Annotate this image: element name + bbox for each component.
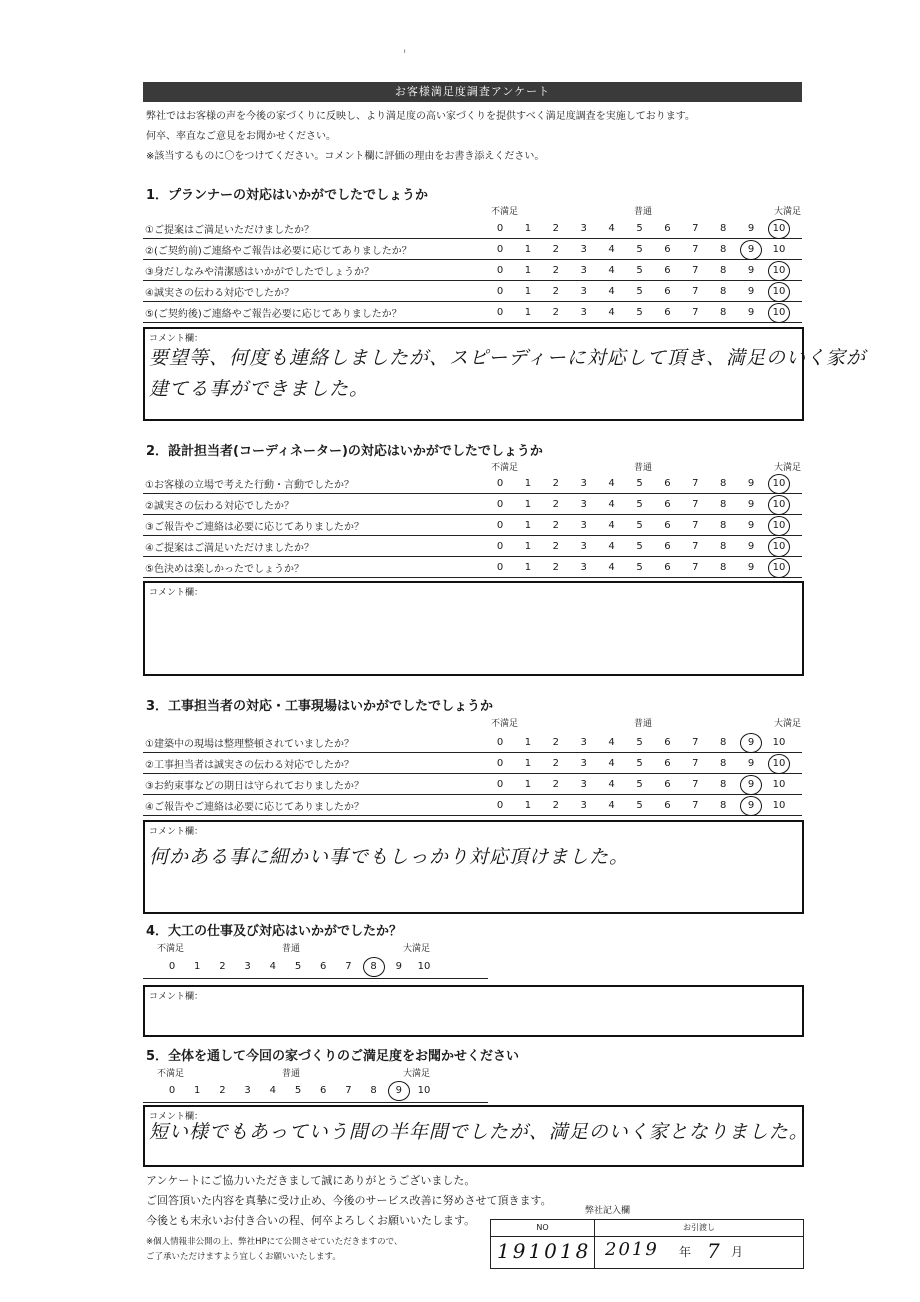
office-use-box xyxy=(490,1219,804,1269)
scale-low-label: 不満足 xyxy=(491,207,519,217)
rating-scale[interactable] xyxy=(143,477,802,491)
rating-option[interactable]: 3 xyxy=(580,478,587,489)
no-label: NO xyxy=(491,1220,595,1236)
privacy-note-2: ご了承いただけますよう宜しくお願いいたします。 xyxy=(146,1252,341,1262)
rating-option[interactable]: 5 xyxy=(636,541,643,552)
handwritten-comment-line: 短い様でもあっていう間の半年間でしたが、満足のいく家となりました。 xyxy=(149,1121,809,1143)
question-text: ①ご提案はご満足いただけましたか？ xyxy=(145,225,314,236)
rating-option[interactable]: 0 xyxy=(496,800,504,811)
rating-option[interactable]: 5 xyxy=(636,499,643,510)
comment-box-4[interactable] xyxy=(143,985,804,1037)
rating-option[interactable]: 10 xyxy=(772,779,786,790)
comment-label: コメント欄： xyxy=(149,827,204,837)
closing-line-2: ご回答頂いた内容を真摯に受け止め、今後のサービス改善に努めさせて頂きます。 xyxy=(146,1194,552,1207)
rating-scale[interactable] xyxy=(143,264,802,278)
rating-option[interactable]: 5 xyxy=(636,478,643,489)
rating-option[interactable]: 7 xyxy=(692,286,699,297)
rating-option[interactable]: 5 xyxy=(636,758,643,769)
rating-option[interactable]: 4 xyxy=(608,478,615,489)
rating-option[interactable]: 10 xyxy=(417,961,431,972)
rating-option[interactable]: 2 xyxy=(219,1085,226,1096)
rating-option[interactable]: 3 xyxy=(580,244,587,255)
rating-option-selected[interactable]: 9 xyxy=(740,796,762,816)
rating-option[interactable]: 0 xyxy=(496,499,504,510)
rating-option-selected[interactable]: 10 xyxy=(768,558,790,578)
scale-mid-label: 普通 xyxy=(634,207,653,217)
rating-option[interactable]: 3 xyxy=(580,286,587,297)
rating-option[interactable]: 6 xyxy=(664,758,671,769)
rating-option[interactable]: 5 xyxy=(636,737,643,748)
rating-scale[interactable] xyxy=(143,243,802,257)
rating-option[interactable]: 1 xyxy=(524,800,532,811)
rating-option[interactable]: 3 xyxy=(580,562,587,573)
question-row xyxy=(143,732,802,753)
rating-option-selected[interactable]: 10 xyxy=(768,303,790,323)
question-text: ⑤(ご契約後)ご連絡やご報告必要に応じてありましたか？ xyxy=(145,309,402,320)
question-text: ①お客様の立場で考えた行動・言動でしたか？ xyxy=(145,480,354,491)
question-row xyxy=(143,515,802,536)
handwritten-comment-line: 建てる事ができました。 xyxy=(149,378,370,400)
year-char: 年 xyxy=(679,1245,692,1259)
rating-option[interactable]: 9 xyxy=(747,758,755,769)
rating-option[interactable]: 6 xyxy=(664,223,671,234)
rating-option[interactable]: 3 xyxy=(580,779,587,790)
rating-option[interactable]: 7 xyxy=(692,265,699,276)
rating-option[interactable]: 3 xyxy=(580,265,587,276)
rating-option[interactable]: 6 xyxy=(664,737,671,748)
question-text: ④ご提案はご満足いただけましたか？ xyxy=(145,543,314,554)
rating-scale[interactable] xyxy=(143,222,802,236)
intro-line-1: 弊社ではお客様の声を今後の家づくりに反映し、より満足度の高い家づくりを提供すべく満足度調査を実施しております。 xyxy=(146,111,695,122)
rating-option[interactable]: 9 xyxy=(747,307,755,318)
rating-option[interactable]: 0 xyxy=(496,520,504,531)
rating-option[interactable]: 0 xyxy=(496,265,504,276)
rating-option-selected[interactable]: 10 xyxy=(768,282,790,302)
rating-option[interactable]: 0 xyxy=(496,541,504,552)
section-5-scale-row xyxy=(143,1080,488,1103)
rating-option[interactable]: 5 xyxy=(636,562,643,573)
rating-option[interactable]: 2 xyxy=(552,499,559,510)
question-text: ②(ご契約前)ご連絡やご報告は必要に応じてありましたか？ xyxy=(145,246,412,257)
question-row xyxy=(143,260,802,281)
corner-mark: ᵢ xyxy=(404,46,406,56)
scale-high-label: 大満足 xyxy=(403,944,431,954)
rating-option[interactable]: 4 xyxy=(269,1085,276,1096)
rating-option[interactable]: 6 xyxy=(664,541,671,552)
rating-option[interactable]: 6 xyxy=(664,779,671,790)
scale-mid-label: 普通 xyxy=(634,463,653,473)
privacy-note-1: ※個人情報非公開の上、弊社HPにて公開させていただきますので、 xyxy=(146,1237,403,1247)
rating-option[interactable]: 3 xyxy=(580,541,587,552)
rating-option[interactable]: 3 xyxy=(580,307,587,318)
comment-label: コメント欄： xyxy=(149,334,204,344)
rating-option[interactable]: 3 xyxy=(244,1085,251,1096)
rating-option-selected[interactable]: 10 xyxy=(768,516,790,536)
rating-option-selected[interactable]: 10 xyxy=(768,219,790,239)
closing-line-3: 今後とも末永いお付き合いの程、何卒よろしくお願いいたします。 xyxy=(146,1214,476,1227)
rating-option[interactable]: 0 xyxy=(168,961,176,972)
intro-line-3: ※該当するものに〇をつけてください。コメント欄に評価の理由をお書き添えください。 xyxy=(146,151,545,162)
rating-option[interactable]: 7 xyxy=(692,499,699,510)
no-value: 191018 xyxy=(497,1239,592,1263)
rating-option[interactable]: 8 xyxy=(720,499,727,510)
rating-option[interactable]: 10 xyxy=(417,1085,431,1096)
scale-high-label: 大満足 xyxy=(774,463,802,473)
rating-option[interactable]: 3 xyxy=(580,758,587,769)
comment-label: コメント欄： xyxy=(149,588,204,598)
rating-option[interactable]: 1 xyxy=(524,562,532,573)
comment-box-2[interactable] xyxy=(143,581,804,676)
rating-option[interactable]: 1 xyxy=(524,223,532,234)
comment-box-3[interactable] xyxy=(143,820,804,914)
rating-option[interactable]: 6 xyxy=(664,286,671,297)
rating-option[interactable]: 8 xyxy=(720,520,727,531)
rating-option[interactable]: 2 xyxy=(552,223,559,234)
question-text: ③お約束事などの期日は守られておりましたか？ xyxy=(145,781,364,792)
rating-option-selected[interactable]: 9 xyxy=(740,733,762,753)
rating-option[interactable]: 10 xyxy=(772,800,786,811)
rating-option[interactable]: 2 xyxy=(552,737,559,748)
question-row xyxy=(143,536,802,557)
rating-option[interactable]: 2 xyxy=(552,265,559,276)
scale-high-label: 大満足 xyxy=(774,207,802,217)
rating-option[interactable]: 1 xyxy=(524,499,532,510)
rating-option[interactable]: 8 xyxy=(720,265,727,276)
rating-option[interactable]: 0 xyxy=(496,779,504,790)
rating-option[interactable]: 8 xyxy=(720,562,727,573)
rating-option[interactable]: 4 xyxy=(608,223,615,234)
rating-option[interactable]: 6 xyxy=(664,478,671,489)
rating-option[interactable]: 9 xyxy=(747,478,755,489)
rating-option[interactable]: 4 xyxy=(269,961,276,972)
rating-option[interactable]: 2 xyxy=(552,307,559,318)
scale-high-label: 大満足 xyxy=(774,719,802,729)
rating-option[interactable]: 2 xyxy=(552,562,559,573)
handover-field[interactable] xyxy=(595,1236,803,1268)
rating-option[interactable]: 6 xyxy=(664,499,671,510)
scale-low-label: 不満足 xyxy=(491,719,519,729)
rating-option[interactable]: 4 xyxy=(608,307,615,318)
question-text: ④ご報告やご連絡は必要に応じてありましたか？ xyxy=(145,802,364,813)
rating-option[interactable]: 1 xyxy=(524,265,532,276)
rating-option[interactable]: 9 xyxy=(395,961,402,972)
rating-option[interactable]: 9 xyxy=(747,541,755,552)
rating-option[interactable]: 2 xyxy=(552,779,559,790)
rating-option[interactable]: 1 xyxy=(194,961,201,972)
scale-high-label: 大満足 xyxy=(403,1069,431,1079)
rating-option[interactable]: 8 xyxy=(720,758,727,769)
scale-low-label: 不満足 xyxy=(491,463,519,473)
rating-option[interactable]: 1 xyxy=(524,520,532,531)
rating-option[interactable]: 8 xyxy=(720,541,727,552)
rating-option[interactable]: 7 xyxy=(345,1085,352,1096)
rating-option[interactable]: 2 xyxy=(552,286,559,297)
question-row xyxy=(143,494,802,515)
question-text: ④誠実さの伝わる対応でしたか？ xyxy=(145,288,294,299)
section-4-title: 4．大工の仕事及び対応はいかがでしたか？ xyxy=(146,924,403,939)
question-text: ③身だしなみや清潔感はいかがでしたでしょうか？ xyxy=(145,267,374,278)
rating-option[interactable]: 2 xyxy=(552,478,559,489)
rating-option[interactable]: 3 xyxy=(580,223,587,234)
office-use-title: 弊社記入欄 xyxy=(585,1206,631,1216)
rating-option[interactable]: 9 xyxy=(747,562,755,573)
handover-label: お引渡し xyxy=(683,1223,715,1232)
rating-option[interactable]: 6 xyxy=(664,562,671,573)
rating-scale[interactable] xyxy=(143,778,802,792)
rating-option[interactable]: 8 xyxy=(720,800,727,811)
rating-option[interactable]: 1 xyxy=(524,244,532,255)
rating-option[interactable]: 1 xyxy=(524,758,532,769)
rating-option-selected[interactable]: 10 xyxy=(768,537,790,557)
handover-year: 2019 xyxy=(605,1239,659,1260)
rating-option-selected[interactable]: 8 xyxy=(363,957,385,977)
rating-option[interactable]: 7 xyxy=(692,758,699,769)
rating-option[interactable]: 4 xyxy=(608,562,615,573)
intro-line-2: 何卒、率直なご意見をお聞かせください。 xyxy=(146,131,336,142)
rating-option[interactable]: 2 xyxy=(552,520,559,531)
rating-option[interactable]: 5 xyxy=(636,244,643,255)
scale-mid-label: 普通 xyxy=(282,944,301,954)
rating-option[interactable]: 5 xyxy=(294,961,302,972)
question-row xyxy=(143,302,802,323)
rating-option[interactable]: 8 xyxy=(720,478,727,489)
rating-scale[interactable] xyxy=(143,540,802,554)
rating-option-selected[interactable]: 10 xyxy=(768,474,790,494)
rating-scale[interactable] xyxy=(143,561,802,575)
rating-option[interactable]: 0 xyxy=(496,223,504,234)
rating-option-selected[interactable]: 9 xyxy=(388,1081,410,1101)
rating-option[interactable]: 1 xyxy=(524,286,532,297)
rating-option[interactable]: 7 xyxy=(692,307,699,318)
rating-scale[interactable] xyxy=(143,757,802,771)
scale-low-label: 不満足 xyxy=(157,944,185,954)
rating-scale[interactable] xyxy=(143,1084,488,1098)
rating-option[interactable]: 1 xyxy=(524,541,532,552)
handwritten-comment-line: 何かある事に細かい事でもしっかり対応頂けました。 xyxy=(149,846,630,868)
closing-line-1: アンケートにご協力いただきまして誠にありがとうございました。 xyxy=(146,1174,476,1187)
question-text: ③ご報告やご連絡は必要に応じてありましたか？ xyxy=(145,522,364,533)
rating-option[interactable]: 9 xyxy=(747,499,755,510)
rating-option[interactable]: 7 xyxy=(692,800,699,811)
scale-low-label: 不満足 xyxy=(157,1069,185,1079)
rating-option[interactable]: 3 xyxy=(244,961,251,972)
rating-option[interactable]: 0 xyxy=(496,307,504,318)
rating-option[interactable]: 4 xyxy=(608,737,615,748)
rating-scale[interactable] xyxy=(143,960,488,974)
rating-option[interactable]: 9 xyxy=(747,265,755,276)
rating-option[interactable]: 4 xyxy=(608,265,615,276)
rating-option[interactable]: 3 xyxy=(580,520,587,531)
rating-option[interactable]: 7 xyxy=(692,779,699,790)
rating-scale[interactable] xyxy=(143,498,802,512)
question-row xyxy=(143,473,802,494)
rating-option[interactable]: 3 xyxy=(580,800,587,811)
rating-option[interactable]: 7 xyxy=(345,961,352,972)
question-row xyxy=(143,774,802,795)
rating-option[interactable]: 5 xyxy=(636,800,643,811)
rating-option[interactable]: 8 xyxy=(720,737,727,748)
question-row xyxy=(143,239,802,260)
rating-option[interactable]: 8 xyxy=(720,223,727,234)
question-text: ②工事担当者は誠実さの伝わる対応でしたか？ xyxy=(145,760,354,771)
rating-option[interactable]: 4 xyxy=(608,520,615,531)
rating-option[interactable]: 6 xyxy=(664,244,671,255)
question-row xyxy=(143,557,802,578)
scale-mid-label: 普通 xyxy=(282,1069,301,1079)
rating-option[interactable]: 6 xyxy=(664,307,671,318)
rating-option[interactable]: 0 xyxy=(168,1085,176,1096)
rating-option[interactable]: 5 xyxy=(636,265,643,276)
rating-option-selected[interactable]: 10 xyxy=(768,495,790,515)
rating-option[interactable]: 0 xyxy=(496,244,504,255)
rating-option[interactable]: 1 xyxy=(524,307,532,318)
question-row xyxy=(143,795,802,816)
rating-option[interactable]: 7 xyxy=(692,244,699,255)
rating-option[interactable]: 4 xyxy=(608,286,615,297)
rating-option[interactable]: 7 xyxy=(692,223,699,234)
rating-scale[interactable] xyxy=(143,285,802,299)
rating-option[interactable]: 7 xyxy=(692,520,699,531)
question-row xyxy=(143,753,802,774)
rating-option[interactable]: 7 xyxy=(692,541,699,552)
office-use-header xyxy=(491,1220,803,1237)
rating-option[interactable]: 5 xyxy=(636,520,643,531)
question-row xyxy=(143,218,802,239)
rating-option[interactable]: 6 xyxy=(664,265,671,276)
rating-option[interactable]: 5 xyxy=(636,223,643,234)
comment-label: コメント欄： xyxy=(149,992,204,1002)
rating-scale[interactable] xyxy=(143,736,802,750)
rating-option[interactable]: 1 xyxy=(194,1085,201,1096)
rating-option[interactable]: 2 xyxy=(552,244,559,255)
survey-title: お客様満足度調査アンケート xyxy=(143,82,802,102)
rating-option[interactable]: 4 xyxy=(608,244,615,255)
comment-box-1[interactable] xyxy=(143,327,866,421)
rating-option[interactable]: 5 xyxy=(636,779,643,790)
rating-option[interactable]: 9 xyxy=(747,286,755,297)
rating-scale[interactable] xyxy=(143,306,802,320)
rating-option[interactable]: 0 xyxy=(496,737,504,748)
rating-option[interactable]: 6 xyxy=(320,1085,327,1096)
section-2-title: 2．設計担当者(コーディネーター)の対応はいかがでしたでしょうか xyxy=(146,444,543,459)
scale-mid-label: 普通 xyxy=(634,719,653,729)
question-text: ⑤色決めは楽しかったでしょうか？ xyxy=(145,564,304,575)
rating-option[interactable]: 5 xyxy=(294,1085,302,1096)
section-5-title: 5．全体を通して今回の家づくりのご満足度をお聞かせください xyxy=(146,1049,520,1064)
rating-option[interactable]: 4 xyxy=(608,499,615,510)
rating-option[interactable]: 7 xyxy=(692,737,699,748)
rating-scale[interactable] xyxy=(143,519,802,533)
rating-option[interactable]: 7 xyxy=(692,562,699,573)
section-3-title: 3．工事担当者の対応・工事現場はいかがでしたでしょうか xyxy=(146,699,494,714)
rating-option[interactable]: 9 xyxy=(747,520,755,531)
rating-option-selected[interactable]: 10 xyxy=(768,754,790,774)
section-4-scale-row xyxy=(143,956,488,979)
rating-option-selected[interactable]: 9 xyxy=(740,775,762,795)
rating-option[interactable]: 8 xyxy=(720,286,727,297)
no-field[interactable] xyxy=(491,1236,595,1268)
handover-month: 7 xyxy=(707,1239,721,1263)
question-text: ②誠実さの伝わる対応でしたか？ xyxy=(145,501,294,512)
rating-option[interactable]: 8 xyxy=(370,1085,377,1096)
rating-option[interactable]: 3 xyxy=(580,499,587,510)
rating-option[interactable]: 8 xyxy=(720,307,727,318)
rating-option[interactable]: 0 xyxy=(496,286,504,297)
rating-option[interactable]: 0 xyxy=(496,758,504,769)
section-1-title: 1．プランナーの対応はいかがでしたでしょうか xyxy=(146,188,429,203)
comment-label: コメント欄： xyxy=(149,1112,204,1122)
rating-option[interactable]: 2 xyxy=(219,961,226,972)
rating-option-selected[interactable]: 9 xyxy=(740,240,762,260)
rating-option[interactable]: 8 xyxy=(720,244,727,255)
rating-option[interactable]: 3 xyxy=(580,737,587,748)
rating-option[interactable]: 10 xyxy=(772,737,786,748)
rating-option[interactable]: 2 xyxy=(552,758,559,769)
rating-option[interactable]: 4 xyxy=(608,779,615,790)
question-row xyxy=(143,281,802,302)
rating-option[interactable]: 1 xyxy=(524,478,532,489)
month-char: 月 xyxy=(731,1245,744,1259)
rating-option[interactable]: 6 xyxy=(664,520,671,531)
rating-scale[interactable] xyxy=(143,799,802,813)
rating-option[interactable]: 6 xyxy=(320,961,327,972)
rating-option[interactable]: 4 xyxy=(608,758,615,769)
rating-option[interactable]: 4 xyxy=(608,800,615,811)
rating-option[interactable]: 1 xyxy=(524,737,532,748)
rating-option[interactable]: 9 xyxy=(747,223,755,234)
comment-box-5[interactable] xyxy=(143,1105,809,1167)
rating-option[interactable]: 2 xyxy=(552,800,559,811)
rating-option[interactable]: 5 xyxy=(636,286,643,297)
rating-option[interactable]: 0 xyxy=(496,478,504,489)
rating-option[interactable]: 2 xyxy=(552,541,559,552)
rating-option[interactable]: 7 xyxy=(692,478,699,489)
rating-option[interactable]: 1 xyxy=(524,779,532,790)
question-text: ①建築中の現場は整理整頓されていましたか？ xyxy=(145,739,354,750)
rating-option[interactable]: 10 xyxy=(772,244,786,255)
rating-option[interactable]: 5 xyxy=(636,307,643,318)
rating-option[interactable]: 0 xyxy=(496,562,504,573)
handwritten-comment-line: 要望等、何度も連絡しましたが、スピーディーに対応して頂き、満足のいく家が xyxy=(149,347,866,369)
rating-option[interactable]: 8 xyxy=(720,779,727,790)
rating-option[interactable]: 6 xyxy=(664,800,671,811)
rating-option[interactable]: 4 xyxy=(608,541,615,552)
rating-option-selected[interactable]: 10 xyxy=(768,261,790,281)
